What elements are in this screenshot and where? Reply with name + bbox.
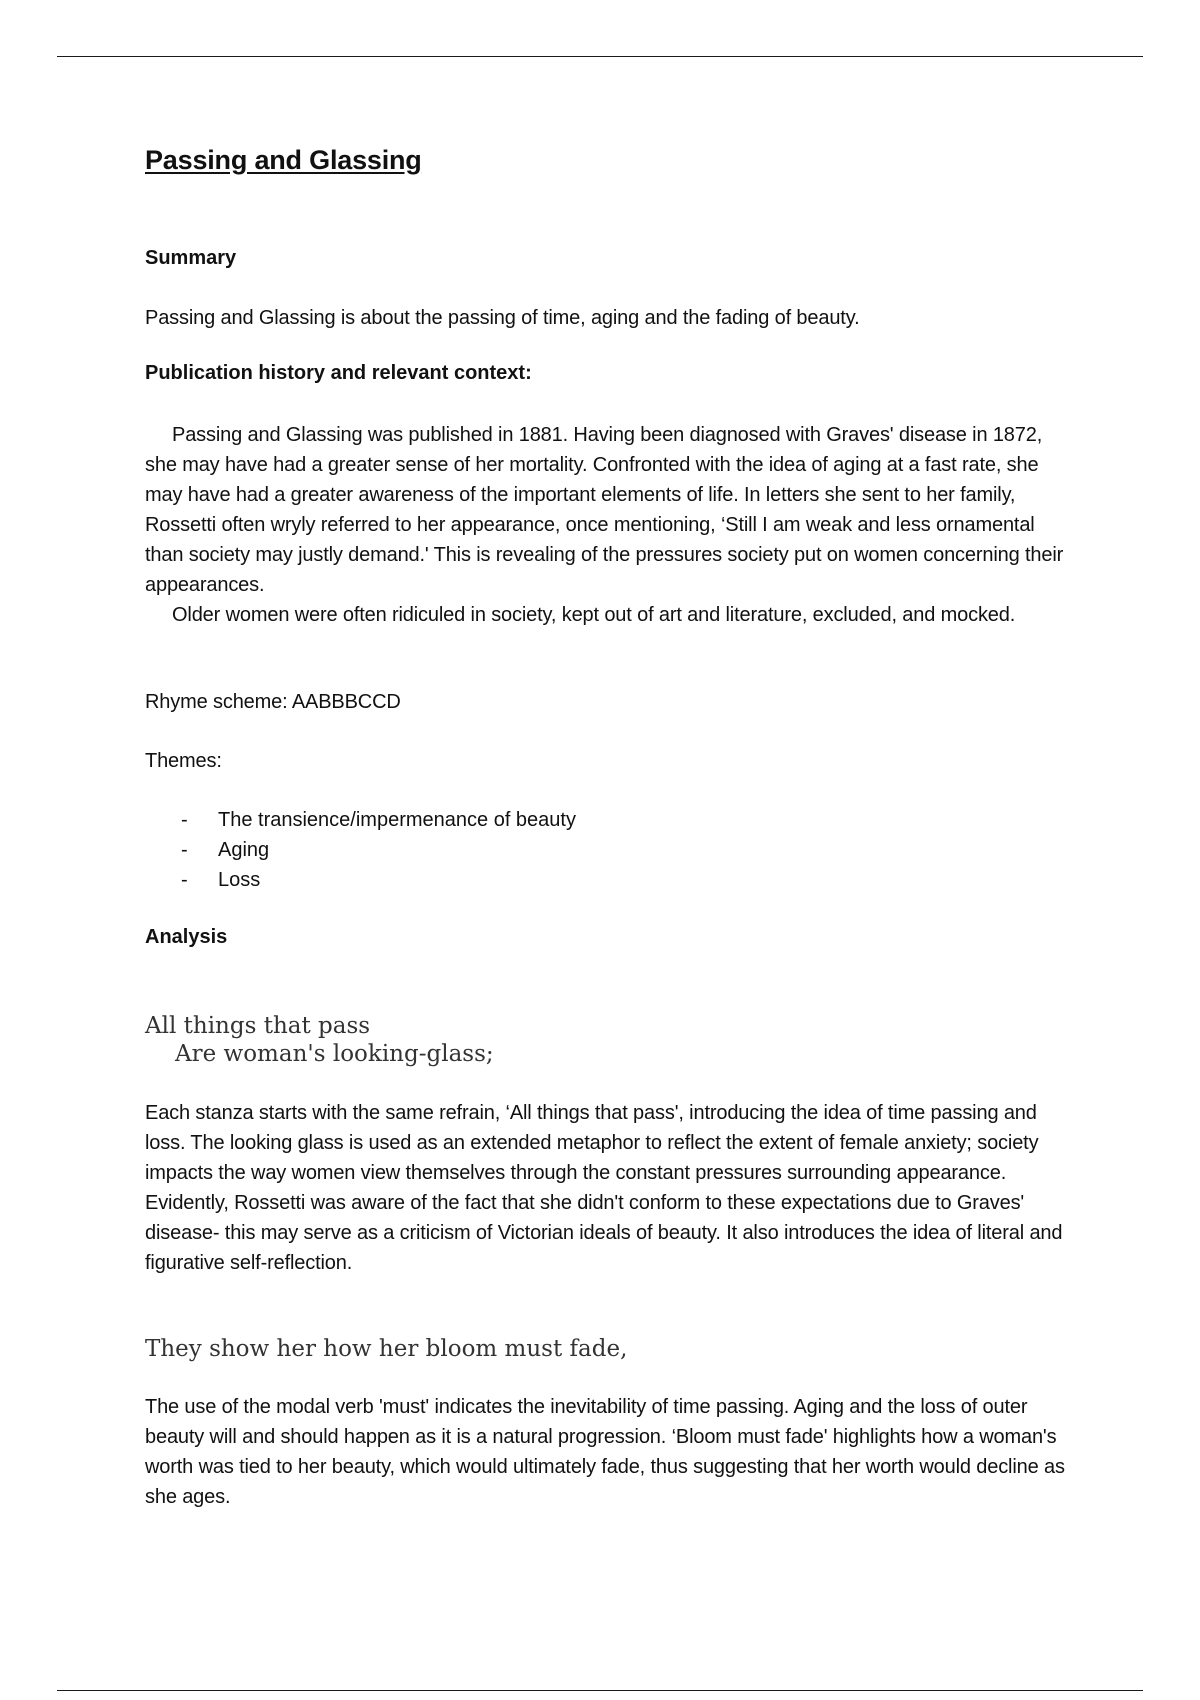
theme-item [145, 865, 576, 895]
footer-rule [57, 1690, 1143, 1691]
poem-quote-1-line-1: All things that pass [145, 1013, 371, 1039]
publication-paragraph-1: Passing and Glassing was published in 1881. Having been diagnosed with Graves' disease in 1872, she may have had a greater sense of her mortality. Confronted with the idea of aging at a fast rate, she may have had a greater awareness of the important elements of life. In letters she sent to her family, Rossetti often wryly referred to her appearance, once mentioning, ‘Still I am weak and less ornamental than society may justly demand.' This is revealing of the pressures society put on women concerning their appearances. [145, 424, 1064, 596]
quote-block-1 [145, 1012, 494, 1068]
poem-quote-1 [145, 1012, 494, 1068]
theme-item [145, 835, 576, 865]
rhyme-scheme-block [145, 687, 401, 717]
themes-list [145, 805, 576, 895]
summary-paragraph: Passing and Glassing is about the passing of time, aging and the fading of beauty. [145, 307, 860, 329]
summary-heading-block [145, 247, 236, 270]
summary-paragraph-block [145, 303, 1065, 333]
header-rule [57, 56, 1143, 57]
publication-paragraph-2: Older women were often ridiculed in society, kept out of art and literature, excluded, and mocked. [172, 604, 1016, 626]
publication-heading: Publication history and relevant context: [145, 362, 532, 384]
analysis-paragraph-2: The use of the modal verb 'must' indicates the inevitability of time passing. Aging and the loss of outer beauty will and should happen as it is a natural progression. ‘Bloom must fade' highlights how a woman's worth was tied to her beauty, which would ultimately fade, thus suggesting that her worth would decline as she ages. [145, 1396, 1065, 1508]
analysis-heading-block [145, 926, 227, 949]
list-bullet: - [181, 869, 188, 891]
themes-list-block [145, 805, 576, 895]
analysis-heading: Analysis [145, 926, 228, 948]
theme-item-text: Aging [218, 839, 270, 861]
themes-label: Themes: [145, 750, 222, 772]
themes-label-block [145, 746, 222, 776]
publication-text-block [145, 420, 1065, 630]
publication-heading-block [145, 362, 532, 385]
title-block [145, 145, 422, 176]
poem-quote-1-line-2: Are woman's looking-glass; [175, 1041, 494, 1067]
poem-quote-2: They show her how her bloom must fade, [145, 1336, 628, 1362]
list-bullet: - [181, 809, 188, 831]
rhyme-scheme: Rhyme scheme: AABBBCCD [145, 691, 401, 713]
theme-item-text: Loss [218, 869, 261, 891]
list-bullet: - [181, 839, 188, 861]
analysis-paragraph-2-block [145, 1392, 1065, 1512]
document-title: Passing and Glassing [145, 145, 422, 175]
summary-heading: Summary [145, 247, 237, 269]
quote-block-2 [145, 1335, 627, 1363]
theme-item-text: The transience/impermenance of beauty [218, 809, 576, 831]
theme-item [145, 805, 576, 835]
analysis-paragraph-1: Each stanza starts with the same refrain, ‘All things that pass', introducing the idea of time passing and loss. The looking glass is used as an extended metaphor to reflect the extent of female anxiety; society impacts the way women view themselves through the constant pressures surrounding appearance. Evidently, Rossetti was aware of the fact that she didn't conform to these expectations due to Graves' disease- this may serve as a criticism of Victorian ideals of beauty. It also introduces the idea of literal and figurative self-reflection. [145, 1102, 1063, 1274]
analysis-paragraph-1-block [145, 1098, 1065, 1278]
